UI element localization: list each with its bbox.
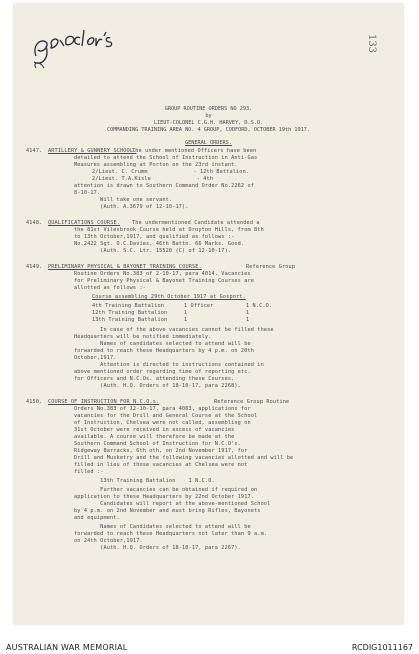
order-line: 13th Training Battalion 1 N.C.O. [74,478,215,484]
order-line: Names of Candidates selected to attend will be [74,524,251,530]
table-title: Course assembling 29th October 1917 at Gosport. [92,294,246,300]
order-title: ARTILLERY & GUNNERY SCHOOL. [48,148,137,154]
order-line: (Auth. A.3679 of 12-10-17). [74,204,189,210]
order-line: 2/Lieut. C. Crumm - 12th Battalion. [92,169,250,175]
document-page [14,4,403,624]
order-line: 2/Lieut. T.A.Kisle - 4th [92,176,214,182]
order-title: COURSE OF INSTRUCTION FOR N.C.O.s. [48,399,160,405]
order-line: and equipment. [74,515,120,521]
archive-footer [0,626,419,654]
order-line: Reference Group Routine [214,399,290,405]
order-line: Names of candidates selected to attend will be [74,341,251,347]
orders-author: LIEUT-COLONEL C.G.H. HARVEY, D.S.O. [153,120,264,126]
archive-reference: RCDIG1011167 [351,643,413,652]
order-line: Candidates will report at the above-mentioned School [74,501,271,507]
order-title: QUALIFICATIONS COURSE. [48,220,121,226]
order-line: Ridgeway Barracks, 6th oth, on 2nd November 1917, for [74,448,248,454]
order-title: PRELIMINARY PHYSICAL & BAYONET TRAINING COURSE. [48,264,202,270]
order-line: (Auth. H.Q. Orders of 18-10-17, para 2268). [74,383,241,389]
handwritten-annotation [30,16,120,74]
order-line: to 13th October,1917, and qualified as follows :- [74,234,235,240]
table-cell-nco: 1 [246,310,250,316]
order-line: for Preliminary Physical & Bayonet Training Courses are [74,278,255,284]
order-line: The under mentioned Officers have been [132,148,257,154]
order-line: Reference Group [246,264,296,270]
table-cell-nco: 1 N.C.O. [246,303,273,309]
order-line: application to these Headquarters by 22nd October 1917. [74,494,255,500]
order-line: Further vacancies can be obtained if required on [74,487,258,493]
table-cell-unit: 4th Training Battalion [92,303,165,309]
section-title: GENERAL ORDERS. [185,140,232,146]
order-number: 4149. [26,264,43,270]
order-line: Drill and Musketry and the following vacancies allotted and will be [74,455,294,461]
archive-name: AUSTRALIAN WAR MEMORIAL [6,643,128,652]
order-line: Orders No.383 of 12-10-17, para 4063, applications for [74,406,251,412]
order-line: filled in lieu of those vacancies at Chelsea were not [74,462,248,468]
order-line: Will take one servant. [74,197,173,203]
table-cell-officers: 1 [184,317,188,323]
order-line: attention is drawn to Southern Command Order No.2262 of [74,183,255,189]
orders-command: COMMANDING TRAINING AREA NO. 4 GROUP, CODFORD, OCTOBER 19th 1917. [106,127,310,133]
order-line: Headquarters will be notified immediately. [74,334,212,340]
order-line: The undermentioned Candidate attended a [132,220,260,226]
order-line: Routine Orders No.383 of 2-10-17, para 4014. Vacancies [74,271,251,277]
order-line: Southern Command School of Instruction for N.C.O's. [74,441,241,447]
table-cell-officers: 1 Officer [184,303,214,309]
table-cell-unit: 12th Training Battalion [92,310,168,316]
order-line: of Instruction, Chelsea were not called, assembling on [74,420,251,426]
order-line: on 24th October,1917. [74,538,143,544]
order-line: available. A course will therefore be made at the [74,434,235,440]
order-line: Measures assembling at Porton on the 23rd instant. [74,162,238,168]
order-line: No.2422 Sgt. O.C.Davies, 46th Battn. 66 Marks. Good. [74,241,245,247]
order-line: 8-10-17. [74,190,101,196]
order-number: 4150. [26,399,43,405]
order-line: (Auth. H.Q. Orders of 18-10-17, para 2267). [74,545,241,551]
order-line: for Officers and N.C.Os. attending these Courses. [74,376,235,382]
order-line: 31st October were received in excess of vacancies [74,427,235,433]
orders-title: GROUP ROUTINE ORDERS NO 293. [164,106,253,112]
order-line: In case of the above vacancies cannot be filled these [74,327,274,333]
table-cell-officers: 1 [184,310,188,316]
order-line: the 81st Vilesbrook Course held at Droyton Hills, from 8th [74,227,264,233]
order-line: forwarded to reach these Headquarters by 4 p.m. on 20th [74,348,255,354]
order-line: allotted as follows :- [74,285,147,291]
orders-by: by [205,113,212,119]
order-number: 4148. [26,220,43,226]
order-line: by 4 p.m. on 2nd November and must bring Rifles, Bayonets [74,508,261,514]
page-number: 133 [365,33,377,54]
order-line: October,1917. [74,355,117,361]
table-cell-unit: 13th Training Battalion [92,317,168,323]
table-cell-nco: 1 [246,317,250,323]
order-line: (Auth. S.C. Ltr. 15520 (C) of 12-10-17). [74,248,232,254]
order-line: detailed to attend the School of Instruction in Anti-Gas [74,155,258,161]
order-line: vacancies for the Drill and General Course at the School [74,413,258,419]
order-number: 4147. [26,148,43,154]
order-line: Attention is directed to instructions contained in [74,362,264,368]
order-line: forwarded to reach these Headquarters not later than 9 a.m. [74,531,268,537]
order-line: filled :- [74,469,104,475]
order-line: above mentioned order regarding time of reporting etc. [74,369,251,375]
